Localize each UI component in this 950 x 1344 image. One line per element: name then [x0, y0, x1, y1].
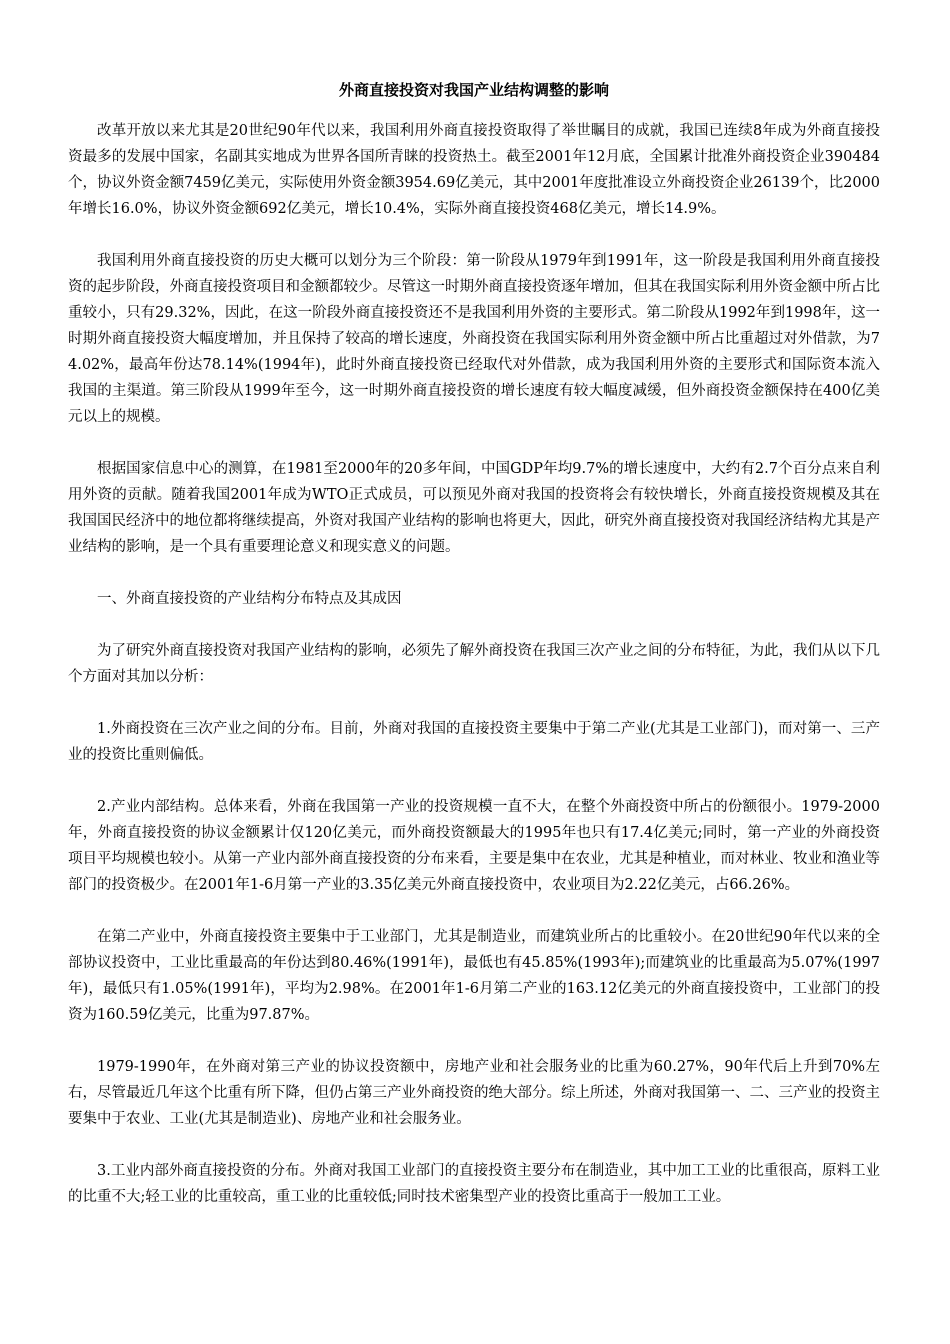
paragraph-analysis-intro: 为了研究外商直接投资对我国产业结构的影响，必须先了解外商投资在我国三次产业之间的分布特征，为此，我们从以下几个方面对其加以分析：	[68, 643, 880, 685]
paragraph-point-2: 2.产业内部结构。总体来看，外商在我国第一产业的投资规模一直不大，在整个外商投资中所占的份额很小。1979-2000年，外商直接投资的协议金额累计仅120亿美元，而外商投资额最大的1995年也只有17.4亿美元;同时，第一产业的外商投资项目平均规模也较小。从第一产业内部外商直接投资的分布来看，主要是集中在农业，尤其是种植业，而对林业、牧业和渔业等部门的投资极少。在2001年1-6月第一产业的3.35亿美元外商直接投资中，农业项目为2.22亿美元，占66.26%。	[68, 799, 880, 893]
paragraph-secondary-industry: 在第二产业中，外商直接投资主要集中于工业部门，尤其是制造业，而建筑业所占的比重较小。在20世纪90年代以来的全部协议投资中，工业比重最高的年份达到80.46%(1991年)，最低也有45.85%(1993年);而建筑业的比重最高为5.07%(1997年)，最低只有1.05%(1991年)，平均为2.98%。在2001年1-6月第二产业的163.12亿美元的外商直接投资中，工业部门的投资为160.59亿美元，比重为97.87%。	[68, 929, 880, 1023]
paragraph-stages: 我国利用外商直接投资的历史大概可以划分为三个阶段：第一阶段从1979年到1991年，这一阶段是我国利用外商直接投资的起步阶段，外商直接投资项目和金额都较少。尽管这一时期外商直接投资逐年增加，但其在我国实际利用外资金额中所占比重较小，只有29.32%，因此，在这一阶段外商直接投资还不是我国利用外资的主要形式。第二阶段从1992年到1998年，这一时期外商直接投资大幅度增加，并且保持了较高的增长速度，外商投资在我国实际利用外资金额中所占比重超过对外借款，为74.02%，最高年份达78.14%(1994年)，此时外商直接投资已经取代对外借款，成为我国利用外资的主要形式和国际资本流入我国的主渠道。第三阶段从1999年至今，这一时期外商直接投资的增长速度有较大幅度减缓，但外商投资金额保持在400亿美元以上的规模。	[68, 253, 880, 425]
section-heading: 一、外商直接投资的产业结构分布特点及其成因	[97, 591, 402, 607]
paragraph-point-3: 3.工业内部外商直接投资的分布。外商对我国工业部门的直接投资主要分布在制造业，其中加工工业的比重很高，原料工业的比重不大;轻工业的比重较高，重工业的比重较低;同时技术密集型产业的投资比重高于一般加工工业。	[68, 1163, 880, 1205]
document-title: 外商直接投资对我国产业结构调整的影响	[338, 81, 609, 99]
paragraph-intro: 改革开放以来尤其是20世纪90年代以来，我国利用外商直接投资取得了举世瞩目的成就，我国已连续8年成为外商直接投资最多的发展中国家，名副其实地成为世界各国所青睐的投资热土。截至2001年12月底，全国累计批准外商投资企业390484个，协议外资金额7459亿美元，实际使用外资金额3954.69亿美元，其中2001年度批准设立外商投资企业26139个，比2000年增长16.0%，协议外资金额692亿美元，增长10.4%，实际外商直接投资468亿美元，增长14.9%。	[68, 123, 880, 217]
document-page	[68, 80, 880, 1236]
paragraph-point-1: 1.外商投资在三次产业之间的分布。目前，外商对我国的直接投资主要集中于第二产业(尤其是工业部门)，而对第一、三产业的投资比重则偏低。	[68, 721, 880, 763]
paragraph-gdp: 根据国家信息中心的测算，在1981至2000年的20多年间，中国GDP年均9.7%的增长速度中，大约有2.7个百分点来自利用外资的贡献。随着我国2001年成为WTO正式成员，可以预见外商对我国的投资将会有较快增长，外商直接投资规模及其在我国国民经济中的地位都将继续提高，外资对我国产业结构的影响也将更大，因此，研究外商直接投资对我国经济结构尤其是产业结构的影响，是一个具有重要理论意义和现实意义的问题。	[68, 461, 880, 555]
paragraph-tertiary-industry: 1979-1990年，在外商对第三产业的协议投资额中，房地产业和社会服务业的比重为60.27%，90年代后上升到70%左右，尽管最近几年这个比重有所下降，但仍占第三产业外商投资的绝大部分。综上所述，外商对我国第一、二、三产业的投资主要集中于农业、工业(尤其是制造业)、房地产业和社会服务业。	[68, 1059, 880, 1127]
